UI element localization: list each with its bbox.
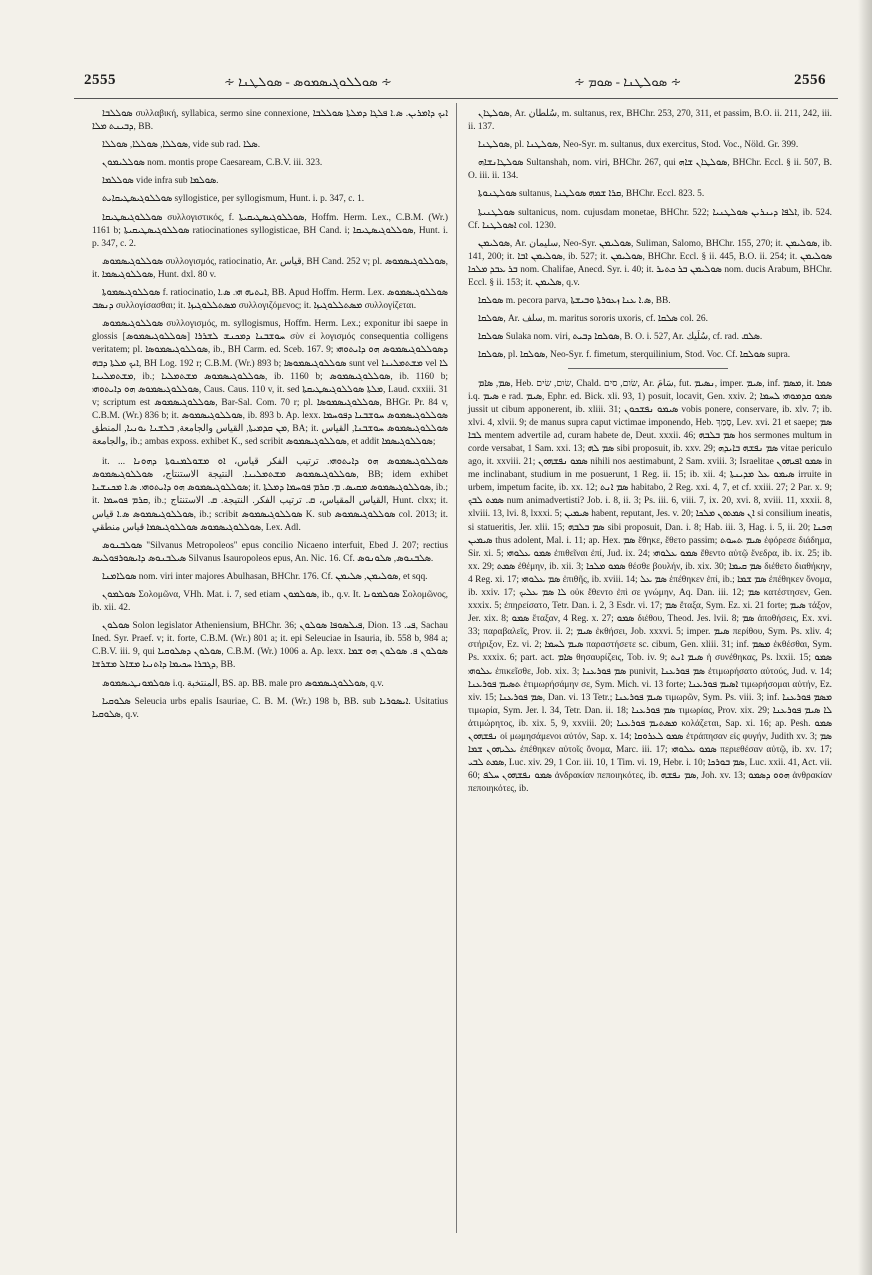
header-rule	[74, 98, 838, 99]
dictionary-entry: ܣܘܠܠܘܓܝܣܡܘܬܐ f. ratiocinatio, ܐܝܬܝܗ ܗܝ. ܣ.ܐ, BB. Apud Hoffm. Herm. Lex. ܣܘܠܠܘܓܝܣܡܘܣ ܕܢܣܒ συλλογίσασθαι; it. ܡܣܬܠܠܘܓܝܙܐ συλλογιζόμενος; it. ܡܣܬܠܠܘܓܝܙܐ συλλογίζεται.	[92, 288, 448, 312]
dictionary-entry: ܣܘܠܩܐ, pl. ܣܘܠܩܐ, Neo-Syr. f. fimetum, sterquilinium, Stod. Voc. Cf. ܣܘܠܩܐ supra.	[478, 350, 791, 361]
dictionary-entry: ܣܘܠܒܢܘܣ "Silvanus Metropoleos" epus concilio Nicaeno interfuit, Ebed J. 207; rectius ܣܝܠܒܢܘܣ ܕܐܝܣܘܪܦܘܠܝܣ Silvanus Isauropoleos epus, An. Nic. 16. Cf. ܣܠܒܢܘܣ, ܣܠܘܢܘܣ.	[92, 540, 448, 564]
dictionary-entry: it. ܣܘܠܠܘܓܝܣܡܘܣ ܗܘ ܕܐܝܬܘܗܝ. ترتيب الفكر قياس، ܐܘ ܡܫܘܠܡܢܘܬܐ ܕܗܘܢܐ ... ܣܘܠܠܘܓܝܣܡܘܣ ܡܫܬܡܠܝܢܐ. النتيجة الاستنتاج، ܣܘܠܠܘܓܝܣܡܘܣ, BB; idem exhibet ܣܘܠܠܘܓܝܣܡܘܣ ܗܘ ܕܐܝܬܘܗܝ. ܣ.ܐ ܡܟܢܫܢܐ; it. ܣܘܠܠܘܓܝܣܡܘܣ ܡܩܝܣ. ܡ. ܩܪܡ ܦܘܚܡܐ ܕܡܠܬܐ, ib.; it. ܩܪܡ ܦܘܚܡܐ, ib.; القياس المقياس، ܩ. ترتيب الفكر. النتيجة. ܩ. الاستنتاج, Hunt. clxx; it. ܣܘܠܠܘܓܝܣܡܘܣ ܣ.ܐ قياس, ib.; scribit ܣܘܠܠܘܓܝܣܡܘܣ K. sub ܣܘܠܠܘܓܝܣܡܘܣ col. 2013; it. ܣܘܠܠܘܓܝܣܡܘܣ ܣܘܠܠܘܓܝܣܡܐ قياس منطقي, Lex. Adl.	[92, 457, 448, 533]
section-separator	[568, 368, 728, 372]
dictionary-entry: ܣܘܠܠܘܓܝܣܡܘܣ συλλογισμός, m. syllogismus, Hoffm. Herm. Lex.; exponitur ibi saepe in glossis [ܣܘܠܠܘܓܝܣܡܘܣ] ܚܘܫܒܢܐ ܕܡܟܢܫ ܠܫܪܪܐ σὺν εἰ λογισμός consequentia colligens veritatem; pl. ܣܘܠܠܘܓܝܣܡܘܣܐ, ib., BH Carm. ed. Sceb. 167. 9; ܕܣܘܠܠܘܓܝܣܡܘܣ ܗܘ ܕܐܝܬܘܗܝ ܐܝܟ ܡܠܬܐ ܕܒܗ, BH Log. 192 r; C.B.M. (Wr.) 893 b; ܣܘܠܠܘܓܝܣܡܘܣܐ sunt vel ܡܫܬܡܠܝܢܐ vel ܠܐ ܡܫܬܡܠܝܢܐ, ib.; ܣܘܠܠܘܓܝܣܡܘܣ ܡܫܬܡܠܝܐ, ib. 1160 b; ܣܘܠܠܘܓܝܣܡܘܣ, ib. 1160 b; ܣܘܠܠܘܓܝܣܡܘܣ ܗܘ ܕܐܝܬܘܗܝ, Caus. Caus. 110 v, it. sed ܡܠܬܐ ܣܘܠܠܘܓܝܣܛܝܩܬܐ, Laud. cxxiii. 31 v; scriptum est ܣܘܠܠܘܓܝܣܡܘܣ, Bar-Sal. Com. 70 r; pl. ܣܘܠܠܘܓܝܣܡܘܣܐ, BHGr. Pr. 84 v, C.B.M. (Wr.) 836 b; it. ܣܘܠܠܘܓܝܣܡܘܣ, ib. 893 b. Ap. lexx. ܣܘܠܠܘܓܝܣܡܘܣ ܚܘܫܒܢܐ ܕܦܘܚܡܐ ܡܢ ܩܕܡܝܬܐ, القياس والجامعة, ܒܠܫܢܐ ܝܘܢܝܐ, المنطق, BA; it. ܣܘܠܠܘܓܝܣܡܘܣ ܚܘܫܒܢܐ, القياس والجامعة, ib.; ambas exposs. exhibet K., sed scribit ܣܘܠܠܘܓܝܣܡܘܣ, et addit ܣܘܠܠܘܓܝܣܡܐ;	[92, 319, 449, 448]
dictionary-entry: ܣܘܠܘܢ Solon legislator Atheniensium, BHChr. 36; ܦܝܠܣܘܦܐ ܣܘܠܘܢ, Dion. ܦܝ. 13, Sachau Ined. Syr. Praef. v; it. forte, C.B.M. (Wr.) 801 a; it. epi Seleuciae in Isauria, ib. 558 b, 984 a; C.B.V. iii. 9, qui ܣܘܠܘܢ ܕܣܠܘܩܝܐ, C.B.M. (Wr.) 1006 a. Ap. lexx. ܣܘܠܘܢ ܦ. ܣܘܠܘܢ ܗܘ ܫܡܐ ܕܓܒܪܐ ܚܟܝܡܐ ܕܐܬܢܝܐ ܡܫܐܠ ܡܫܪܫܐ, BB.	[92, 621, 448, 671]
page-number-left: 2555	[84, 72, 116, 88]
dictionary-entry: ܣܘܠܡܘܢܛܝܣܡܘܣ i.q. المنتخبة, BS. ap. BB. male pro ܣܘܠܠܘܓܝܣܡܘܣ, q.v.	[102, 678, 384, 689]
dictionary-entry: ܣܘܠܛܢܐ, pl. ܣܘܠܛܢܐ, Neo-Syr. m. sultanus, dux exercitus, Stod. Voc., Nöld. Gr. 399.	[478, 140, 799, 151]
column-divider	[456, 103, 457, 1233]
dictionary-entry: ܣܡ, ܣܐܡ, Heb. שׂום, שׂים, Chald. שׂום, סים, Ar. سَامَ, fut. ܢܣܝܡ, imper. ܣܝܡ, inf. ܡܣܡ, it. ܣܡܐ i.q. ܣܝܡ e rad. ܣܝܡ, Ephr. ed. Bick. xli. 93, 1) posuit, locavit, Gen. xxiv. 2; ܣܡܘ ܩܕܡܘܗܝ ܠܚܡܐ jussit ut cibum apponerent, ib. xliii. 31; ܣܝܡܘ ܢܦܫܟܘܢ vobis ponere, conservare, ib. xlv. 7; ib. xlvi. 4, xlvii. 9; de manus supra caput victimae imponendo, Heb. סָמַךְ, Lev. xvi. 21 et saepe; ܣܡ ܠܒܐ mentem advertile ad, curam habete de, Deut. xxxii. 46; ܣܡ ܒܠܒܗ hos sermones multum in corde versabat, 1 Sam. xxi. 13; ܣܡ ܠܗ sibi proposuit, ib. xxv. 29; ܣܡ ܢܦܫܗ ܒܐܝܕܗ vitae periculo ago, it. xxviii. 21; ܣܡܘ ܢܦܫܗܘܢ nihili nos aestimabunt, 2 Sam. xviii. 3; Israelitae ܣܡܘ ܐܦܝܗܘܢ in me inclinabant, studium in me posuerunt, 1 Reg. ii. 15; ib. xii. 4; ܣܝܡܘ ܥܠ ܡܕܝܢܬܐ irruite in urbem, impetum facite, ib. xx. 12; ܣܡ ܐܢܬ habitabo, 2 Reg. xxi. 4, 7, et cf. xxiii. 27; 2 Par. x. 9; ܣܡܬ ܠܒܟ num animadvertisti? Job. i. 8, ii. 3; Ps. iii. 6, viii. 7, ix. 20, xvi. 8, xviii. 11, xxxii. 8, xlviii. 13, lvi. 8, lxxxi. 5; ܣܝܡܝܢ habent, reputant, Jes. v. 20; ܐܢ ܣܡܬܘܢ ܡܠܟܐ si consilium ineatis, si statueritis, Jer. xlii. 15; ܣܡ ܒܠܒܗ sibi proposuit, Dan. i. 8; Hab. iii. 3, Hag. i. 5, ii. 20; ܗܟܢܐ ܣܝܡܝܢ thus adolent, Mal. i. 11; ap. Hex. ܣܡ ἔθηκε, ἔθετο passim; ܣܝܡ ܬܚܘܬ ἐφόρεσε διάδημα, Sir. xi. 5; ܣܡܘ ܥܠܘܗܝ ἐπιθεῖναι ἐπί, Jud. ix. 24; ܣܡܘ ܥܠܘܗܝ ἔθεντο αὐτῷ ἔνεδρα, ib. ix. 25; ib. xx. 29; ܣܡܬ ἐθέμην, ib. xii. 3; ܣܡܘ ܡܠܟܐ θέσθε βουλήν, ib. xix. 30; ܣܡ ܩܝܡܐ διέθετο διαθήκην, 4 Reg. xi. 17; ܣܡ ܥܠܘܗܝ ἐπιθῆς, ib. xviii. 14; ܣܡ ܥܠ ἐπέθηκεν ἐπί, ib.; ܣܡ ܫܡܐ ἐπέθηκεν ὄνομα, ib. xxiv. 17; ܠܐ ܣܡ ܥܠܝܟ οὐκ ἔθεντο ἐπὶ σε γνώμην, Aq. Dan. iii. 12; ܣܡ κατέστησεν, Gen. xxxix. 5; ἐπηρείσατο, Tetr. Dan. i. 2, 3 Esdr. vi. 17; ܣܡ ἔταξα, Sym. Ez. xi. 21 forte; ܣܝܡ τάξον, Jer. xix. 8; ܣܡܘ ἔταξαν, 4 Reg. x. 27; ܣܡܘ διέθου, Theod. Jes. lvii. 8; ܣܡ ἀποθήσεις, Ex. xvi. 33; παραβαλεῖς, Prov. ii. 2; ܣܝܡ ἐκθήσει, Job. xxxvi. 5; imper. ܣܝܡ περίθου, Sym. Ps. xliv. 4; στήριξον, Ez. vi. 2; ܣܝܡ ܠܚܡܐ παραστήσετε sc. cibum, Gen. xliii. 31; inf. ܡܣܡ ἐκθέσθαι, Sym. Ps. xxxix. 6; part. act. ܣܐܡ θησαυρίζεις, Tob. iv. 9; ܣܝܡ ܐܢܬ ἡ συνέθηκας, Ps. lxxii. 15; ܣܡܘ ܥܠܘܗܝ ἐπικεῖσθε, Job. xix. 3; ܣܡ ܦܘܪܥܢܐ punivit, ܣܡ ܦܘܪܥܢܐ ἐτιμωρήσατο αὐτούς, Jud. v. 14; ܬܣܝܡ ܦܘܪܥܢܐ ἐτιμωρήσάμην σε, Sym. Mich. vi. 13 forte; ܐܣܝܡ ܦܘܪܥܢܐ τιμωρήσομαι αὐτήν, Ez. xiv. 15; ܣܡ ܦܘܪܥܢܐ, Dan. vi. 13 Tetr.; ܣܝܡ ܦܘܪܥܢܐ τιμωρῶν, Sym. Ps. viii. 3; inf. ܡܣܡ ܦܘܪܥܢܐ τιμωρία, Sym. Jer. l. 34, Tetr. Dan. ii. 18; ܣܡ ܦܘܪܥܢܐ τιμωρίας, Prov. xix. 29; ܠܐ ܣܝܡ ܦܘܪܥܢܐ ἀτιμώρητος, ib. xix. 5, 9, xxviii. 20; ܡܣܬܝܡ ܦܘܪܥܢܐ κολάζεται, Sap. xi. 16; ap. Pesh. ܣܡܘ ܢܦܫܗܘܢ οἱ μωμησάμενοι αὐτόν, Sap. x. 14; ܣܡܘ ܠܥܪܘܩܐ ἐτράπησαν εἰς φυγήν, Judith xv. 3; ܣܡ ܥܠܝܗܘܢ ܫܡܐ ἐπέθηκεν αὐτοῖς ὄνομα, Marc. iii. 17; ܣܡܘ ܥܠܘܗܝ περιεθέσαν αὐτῷ, ib. xv. 17; ܣܡܬ ܠܒܝ, Luc. xiv. 29, 1 Cor. iii. 10, 1 Tim. vi. 19, Hebr. i. 10; ܣܡ ܒܘܪܟܐ, Luc. xxii. 41, Act. vii. 60; ܣܡܘ ܢܦܫܗܘܢ ܚܠܦ ἀνδρακίαν πεποιηκότες, ib. ܣܡ ܢܦܫܗ, Joh. xv. 13; ܗܘܘ ܕܣܡܘ ἀνθρακίαν πεποιηκότες, ib.	[468, 378, 833, 795]
dictionary-entry: ܣܘܠܠܒܐ συλλαβική, syllabica, sermo sine connexione, ܐܝܟ ܕܐܡܪܝܢ. ܣ.ܐ ܦܠܓܐ ܕܡܠܬܐ ܣܘܠܠܒܐ ܕܒܝܢܬ ܡܠܐ, BB.	[92, 109, 448, 133]
dictionary-entry: ܣܘܠܠܘܓܝܣܛܝܩܐ συλλογιστικός, f. ܣܘܠܠܘܓܝܣܛܝܩܝܬܐ, Hoffm. Herm. Lex., C.B.M. (Wr.) 1161 b; ܣܘܠܠܘܓܝܣܛܝܩܝܬܐ ratiocinationes syllogisticae, BH Cand. i; ܣܘܠܠܘܓܝܣܛܝܩܐ, Hunt. i. p. 347, c. 2.	[92, 212, 449, 249]
left-column	[92, 108, 448, 727]
page-number-right: 2556	[794, 72, 826, 88]
dictionary-entry: ܣܘܠܠܡܐ vide infra sub ܣܘܠܡܐ.	[102, 176, 219, 187]
dictionary-entry: ܣܘܠܩܐ Sulaka nom. viri, ܣܘܠܩܐ ܕܒܝܬ, B. O. i. 527, Ar. سُلَيك, cf. rad. ܣܠܩ.	[478, 332, 763, 343]
dictionary-entry: ܣܘܠܠܐ, ܣܘܠܠܐ, ܣܘܠܠܐ, vide sub rad. ܣܠܐ.	[102, 140, 261, 151]
dictionary-entry: ܣܘܠܡܘܢ Σολομῶνα, VHh. Mat. i. 7, sed etiam ܣܘܠܡܘܢ, ib., q.v. It. ܣܘܠܡܘܢܐ Σολομῶνος, ib. xii. 42.	[92, 590, 448, 614]
dictionary-entry: ܣܘܠܩܐ m. pecora parva, ܣ.ܐ ܥܢܐ ܙܥܘܪܬܐ ܘܒܝܫܬܐ, BB.	[478, 296, 671, 307]
dictionary-entry: ܣܘܠܛܐܢܫܐܗ Sultanshah, nom. viri, BHChr. 267, qui ܣܘܠܛܐܢ ܫܐܗ, BHChr. Eccl. § ii. 507, B. O. iii. ii. 134.	[468, 158, 832, 182]
right-column	[468, 108, 832, 802]
dictionary-entry: ܣܠܘܩܝܐ Seleucia urbs epalis Isauriae, C. B. M. (Wr.) 198 b, BB. sub ܐܝܣܘܪܝܐ. Usitatius ܣܠܘܩܝܐ, q.v.	[92, 696, 448, 720]
running-head-left: ∻ ܣܘܠܠܘܓܝܣܡܘܣ - ܣܘܠܛܢܐ ∻	[224, 74, 392, 89]
dictionary-entry: ܣܘܠܩܐ, Ar. سلف, m. maritus sororis uxoris, cf. ܣܠܩܐ col. 26.	[478, 314, 708, 325]
dictionary-entry: ܣܘܠܝܡܢ, Ar. سليمان, Neo-Syr. ܣܘܠܝܡܢ, Suliman, Salomo, BHChr. 155, 270; it. ܣܘܠܝܡܢ, ib. 141, 200; it. ܣܘܠܝܡܢ ܐܒܐ, ib. 527; it. ܣܘܠܝܡܢ, BHChr. Eccl. § ii. 445, B.O. ii. 254; it. ܣܘܠܝܡܢ ܒܪ ܥܒܕ ܡܠܟܐ nom. Chalifae, Anecd. Syr. i. 40; it. ܣܘܠܝܡܢ ܒܪ ܟܬܝܪ nom. ducis Arabum, BHChr. Eccl. § ii. 153; it. ܣܠܝܡܢ, q.v.	[468, 238, 833, 289]
dictionary-entry: ܣܘܠܠܘܓܝܣܛܝܩܐܝܬ syllogistice, per syllogismum, Hunt. i. p. 347, c. 1.	[102, 194, 365, 205]
dictionary-entry: ܣܘܠܠܘܓܝܣܡܘܣ συλλογισμός, ratiocinatio, Ar. قياس, BH Cand. 252 v; pl. ܣܘܠܠܘܓܝܣܡܘܣ, it. ܣܘܠܠܘܓܝܣܡܐ, Hunt. dxl. 80 v.	[92, 256, 448, 280]
dictionary-entry: ܣܘܠܠܝܡܘܢ nom. montis prope Caesaream, C.B.V. iii. 323.	[102, 158, 323, 169]
page-edge-shadow	[858, 0, 872, 1275]
dictionary-entry: ܣܘܠܛܢܘܬܐ sultanus, ܩܪܐ ܫܡܗ ܣܘܠܛܢܐ, BHChr. Eccl. 823. 5.	[478, 189, 705, 200]
running-head-right: ∻ ܣܘܠܛܢܐ - ܣܘܡ ∻	[574, 74, 682, 89]
dictionary-entry: ܣܘܠܐܡܢܐ nom. viri inter majores Abulhasan, BHChr. 176. Cf. ܣܘܠܝܡܢ, ܣܠܝܡܢ, et sqq.	[102, 571, 428, 582]
dictionary-entry: ܣܘܠܛܐܢ, Ar. سُلطان, m. sultanus, rex, BHChr. 253, 270, 311, et passim, B.O. ii. 211, 242, iii. ii. 137.	[468, 109, 833, 133]
dictionary-entry: ܣܘܠܛܢܝܬܐ sultanicus, nom. cujusdam monetae, BHChr. 522; ܐܠܦܐ ܕܝܢܪܝܢ ܣܘܠܛܢܝܐ, ib. 524. Cf. ܐܣܘܠܛܢܐ col. 1230.	[468, 207, 832, 231]
